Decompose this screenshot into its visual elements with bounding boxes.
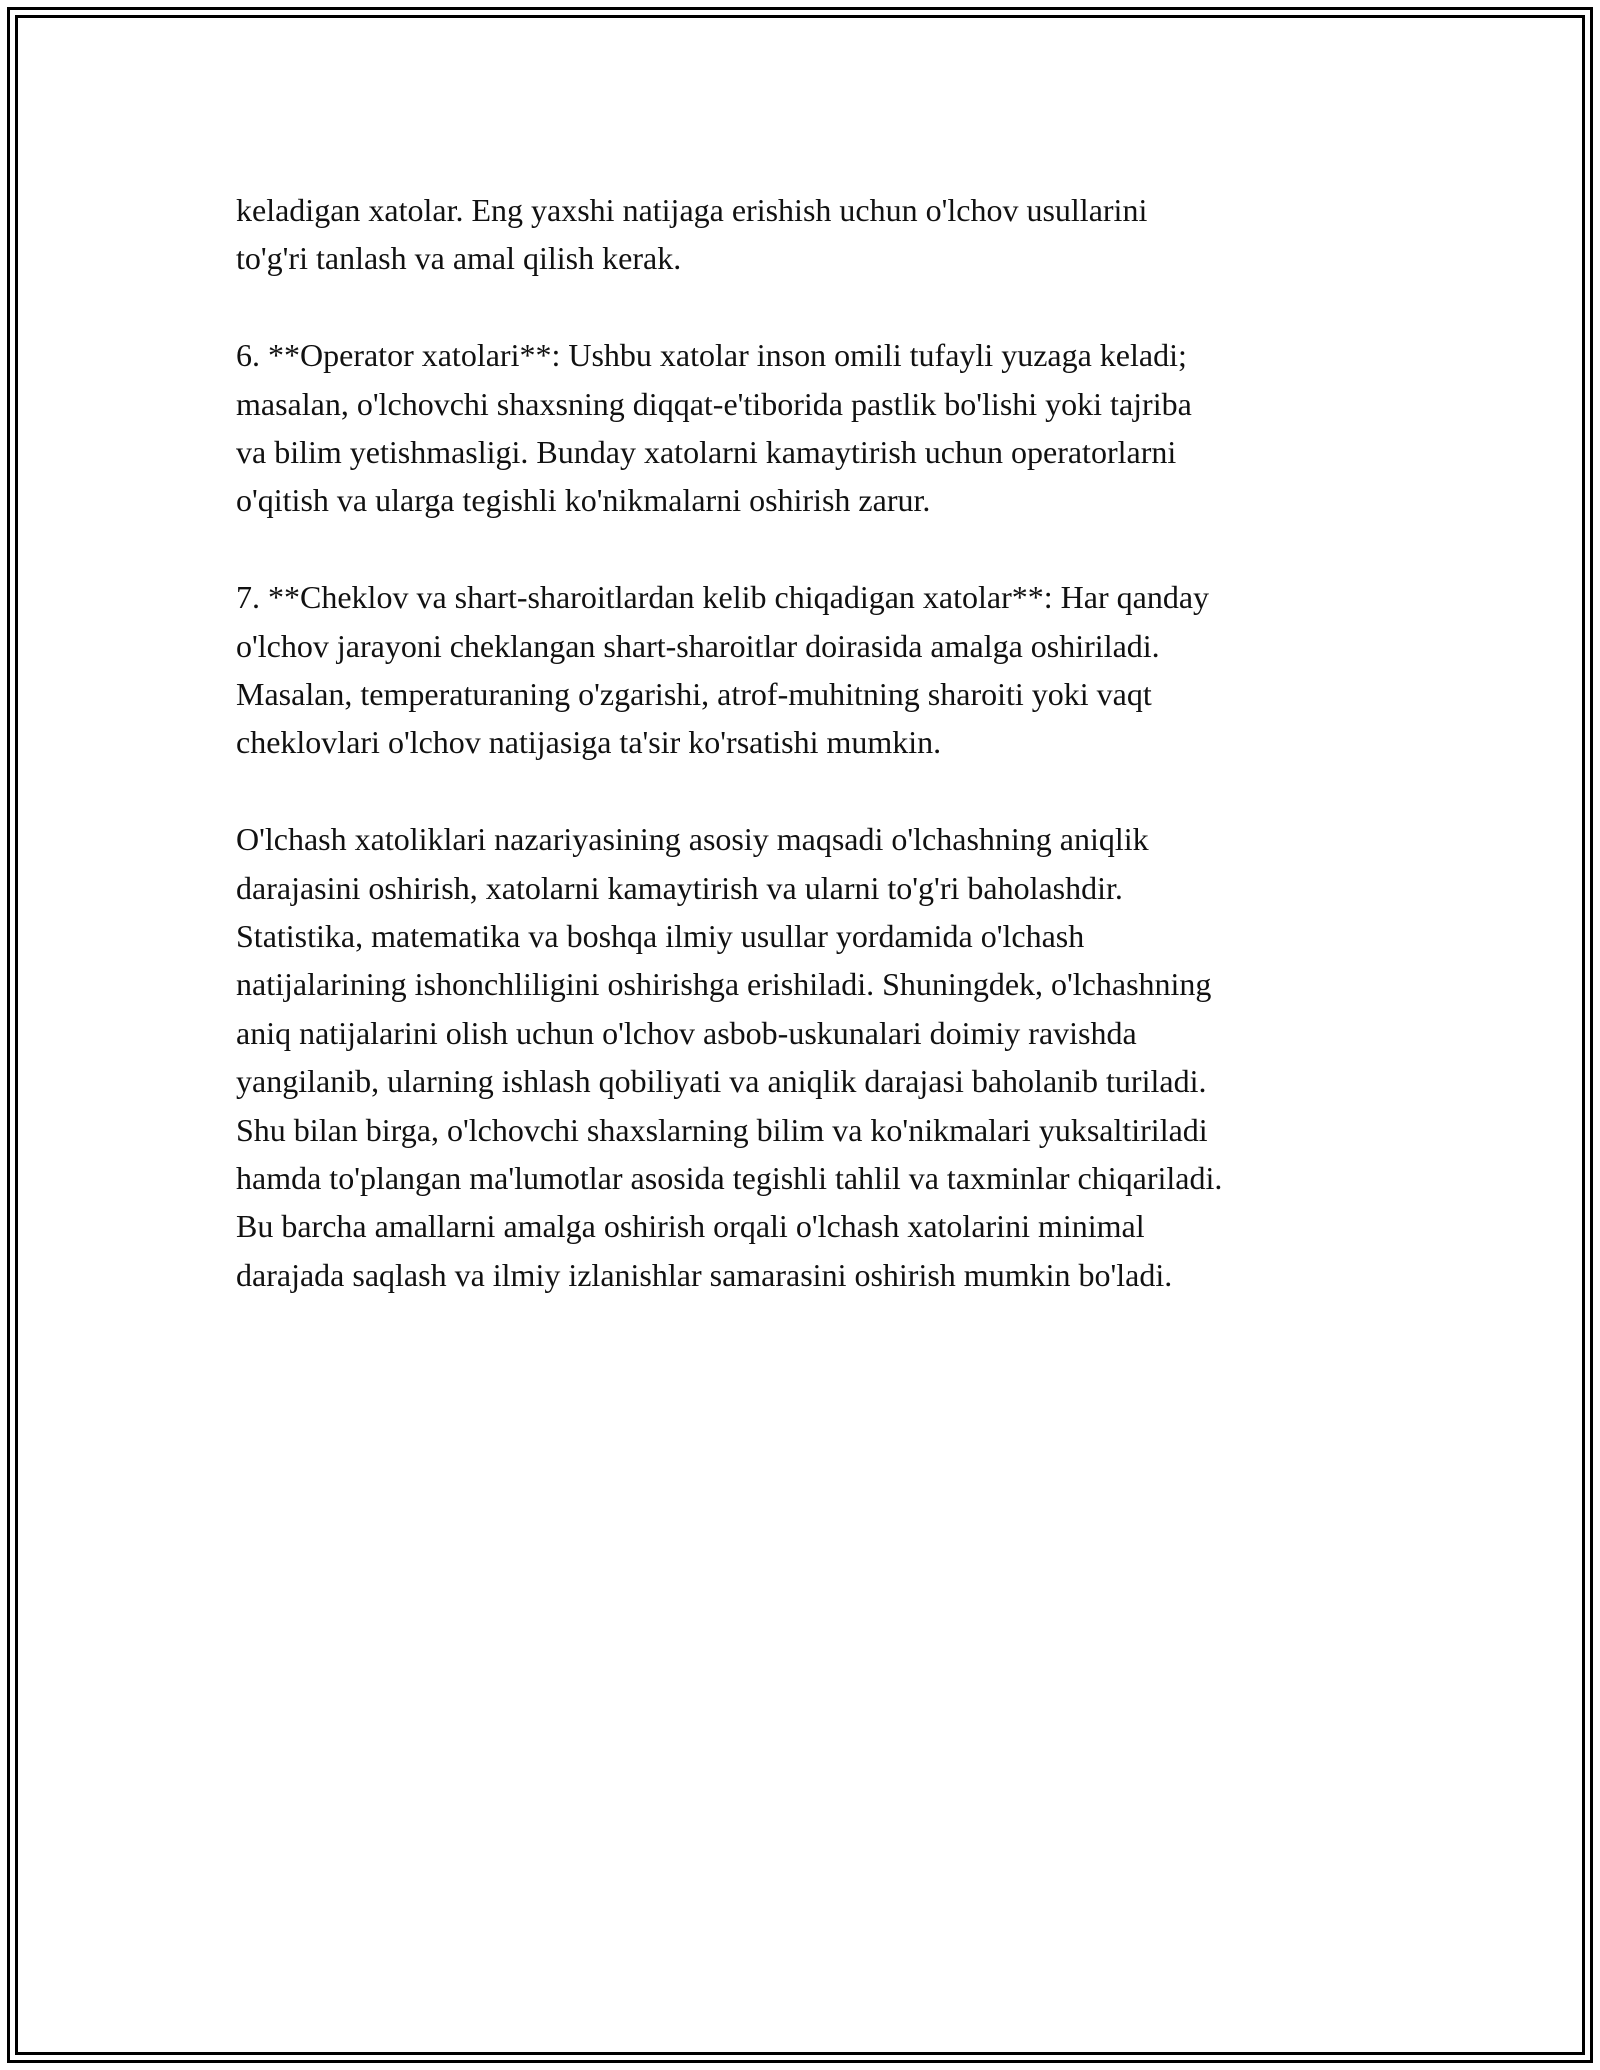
text-line: 6. **Operator xatolari**: Ushbu xatolar inson omili tufayli yuzaga keladi; [236,337,1187,374]
document-body [236,186,1396,1348]
paragraph-continuation [236,186,1396,283]
paragraph-operator-errors [236,331,1396,525]
text-line: O'lchash xatoliklari nazariyasining asosiy maqsadi o'lchashning aniqlik [236,821,1149,858]
text-line: Masalan, temperaturaning o'zgarishi, atrof-muhitning sharoiti yoki vaqt [236,676,1152,713]
text-line: va bilim yetishmasligi. Bunday xatolarni kamaytirish uchun operatorlarni [236,434,1177,471]
text-line: aniq natijalarini olish uchun o'lchov asbob-uskunalari doimiy ravishda [236,1014,1137,1051]
text-line: darajasini oshirish, xatolarni kamaytirish va ularni to'g'ri baholashdir. [236,869,1123,906]
paragraph-conclusion [236,815,1396,1299]
text-line: cheklovlari o'lchov natijasiga ta'sir ko'rsatishi mumkin. [236,724,942,761]
paragraph-constraint-errors [236,573,1396,767]
text-line: o'qitish va ularga tegishli ko'nikmalarni oshirish zarur. [236,482,931,519]
text-line: yangilanib, ularning ishlash qobiliyati va aniqlik darajasi baholanib turiladi. [236,1063,1207,1100]
text-line: Shu bilan birga, o'lchovchi shaxslarning bilim va ko'nikmalari yuksaltiriladi [236,1111,1208,1148]
text-line: o'lchov jarayoni cheklangan shart-sharoitlar doirasida amalga oshiriladi. [236,627,1160,664]
text-line: Statistika, matematika va boshqa ilmiy usullar yordamida o'lchash [236,918,1085,955]
text-line: to'g'ri tanlash va amal qilish kerak. [236,240,682,277]
text-line: natijalarining ishonchliligini oshirishga erishiladi. Shuningdek, o'lchashning [236,966,1212,1003]
text-line: 7. **Cheklov va shart-sharoitlardan kelib chiqadigan xatolar**: Har qanday [236,579,1210,616]
text-line: masalan, o'lchovchi shaxsning diqqat-e'tiborida pastlik bo'lishi yoki tajriba [236,385,1192,422]
text-line: keladigan xatolar. Eng yaxshi natijaga erishish uchun o'lchov usullarini [236,192,1148,228]
text-line: darajada saqlash va ilmiy izlanishlar samarasini oshirish mumkin bo'ladi. [236,1256,1173,1293]
text-line: hamda to'plangan ma'lumotlar asosida tegishli tahlil va taxminlar chiqariladi. [236,1160,1223,1197]
text-line: Bu barcha amallarni amalga oshirish orqali o'lchash xatolarini minimal [236,1208,1145,1245]
